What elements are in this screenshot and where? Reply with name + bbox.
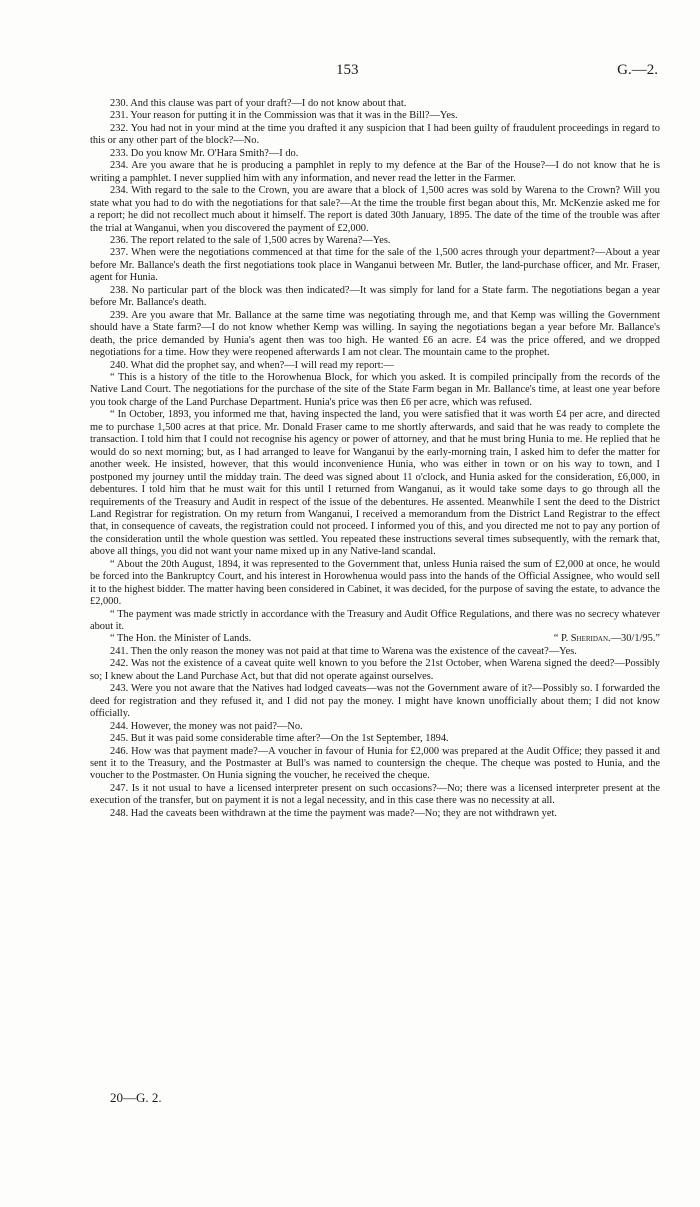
paragraph: 233. Do you know Mr. O'Hara Smith?—I do.	[110, 147, 299, 159]
paragraph: 241. Then the only reason the money was not paid at that time to Warena was the existence of the caveat?—Yes.	[110, 645, 577, 657]
paragraph: 231. Your reason for putting it in the Commission was that it was in the Bill?—Yes.	[110, 110, 458, 122]
paragraph: 239. Are you aware that Mr. Ballance at the same time was negotiating through me, and that Kemp was willing the Government should have a State farm?—I do not know whether Kemp was willing. In saying the negotiations began a year before Mr. Ballance's death, the price demanded by Hunia's agent then was too high. He wanted £6 an acre. £4 was the price offered, and we dropped negotiations for a time. How they were reopened afterwards I am not clear. The mountain came to the prophet.	[90, 309, 660, 359]
paragraph: 247. Is it not usual to have a licensed interpreter present on such occasions?—No; there was a licensed interpreter present at the execution of the transfer, but on payment it is not a legal necessity, and in this case there was no necessity at all.	[90, 782, 660, 807]
paragraph: 234. With regard to the sale to the Crown, you are aware that a block of 1,500 acres was sold by Warena to the Crown? Will you state what you had to do with the negotiations for that sale?—At the time the trouble first began about this, Mr. McKenzie asked me for a report; he did not recollect much about it himself. The report is dated 30th January, 1895. The date of the time of the trouble was after the trial at Wanganui, when you discovered the payment of £2,000.	[90, 185, 660, 234]
report-signoff	[90, 633, 660, 645]
paragraph: 237. When were the negotiations commenced at that time for the sale of the 1,500 acres through your department?—About a year before Mr. Ballance's death the first negotiations took place in Wanganui between Mr. Butler, the land-purchase officer, and Mr. Fraser, agent for Hunia.	[90, 247, 660, 284]
paragraph: 232. You had not in your mind at the time you drafted it any suspicion that I had been guilty of fraudulent proceedings in regard to this or any other part of the block?—No.	[90, 122, 660, 147]
page-header	[0, 62, 700, 82]
paragraph: 243. Were you not aware that the Natives had lodged caveats—was not the Government aware of it?—Possibly so. I forwarded the deed for registration and they refused it, and I did not pay the money. I might have known unofficially about them; I did not know officially.	[90, 683, 660, 720]
report-paragraph: “ This is a history of the title to the Horowhenua Block, for which you asked. It is compiled principally from the records of the Native Land Court. The negotiations for the purchase of the site of the State Farm began in Mr. Ballance's time, at least one year before you took charge of the Land Purchase Department. Hunia's price was then £6 per acre, which was refused.	[90, 371, 660, 408]
signature-open: “ P.	[553, 633, 571, 645]
signature-name: Sheridan	[570, 633, 609, 645]
report-paragraph: “ About the 20th August, 1894, it was represented to the Government that, unless Hunia raised the sum of £2,000 at once, he would be forced into the Bankruptcy Court, and his interest in Horowhenua would pass into the hands of the Official Assignee, who would sell it to the highest bidder. The matter having been considered in Cabinet, it was decided, for the purpose of saving the estate, to advance the £2,000.	[90, 558, 660, 608]
paragraph: 230. And this clause was part of your draft?—I do not know about that.	[110, 98, 407, 109]
report-paragraph: “ In October, 1893, you informed me that, having inspected the land, you were satisfied that it was worth £4 per acre, and directed me to purchase 1,500 acres at that price. Mr. Donald Fraser came to me shortly afterwards, and said that he was ready to complete the transaction. I told him that I could not recognise his agency or power of attorney, and that he must bring Hunia to me. He replied that he would do so next morning; but, as I had arranged to leave for Wanganui by the early-morning train, I asked him to defer the matter for another week. He insisted, however, that this would inconvenience Hunia, who was either in town or on his way to town, and I postponed my journey until the midday train. The deed was signed about 11 o'clock, and Hunia asked for the consideration, £6,000, in debentures. I told him that he must wait for this until I returned from Wanganui, as it would take some days to go through all the requirements of the Treasury and Audit in respect of the issue of the debentures. He assented. Meanwhile I sent the deed to the District Land Registrar for registration. On my return from Wanganui, I received a memorandum from the District Land Registrar to the effect that, in consequence of caveats, the registration could not proceed. I informed you of this, and you directed me not to pay any portion of the consideration until the whole question was settled. You repeated these instructions several times subsequently, with the remark that, above all things, you did not want your name mixed up in any Native-land scandal.	[90, 409, 660, 558]
signoff-signature	[554, 633, 660, 645]
paragraph: 240. What did the prophet say, and when?—I will read my report:—	[110, 359, 394, 371]
paragraph: 238. No particular part of the block was then indicated?—It was simply for land for a State farm. The negotiations began a year before Mr. Ballance's death.	[90, 284, 660, 309]
document-reference: G.—2.	[617, 62, 658, 78]
footer-signature-mark: 20—G. 2.	[110, 1090, 162, 1105]
signature-close: .—30/1/95.”	[608, 633, 660, 645]
body-text	[90, 98, 660, 820]
paragraph: 234. Are you aware that he is producing a pamphlet in reply to my defence at the Bar of the House?—I do not know that he is writing a pamphlet. I never supplied him with any information, and never read the letter in the Farmer.	[90, 160, 660, 184]
paragraph: 248. Had the caveats been withdrawn at the time the payment was made?—No; they are not withdrawn yet.	[110, 807, 557, 819]
paragraph: 242. Was not the existence of a caveat quite well known to you before the 21st October, when Warena signed the deed?—Possibly so; I knew about the Land Purchase Act, but that did not operate against ourselves.	[90, 658, 660, 682]
paragraph: 245. But it was paid some considerable time after?—On the 1st September, 1894.	[110, 733, 449, 745]
paragraph: 236. The report related to the sale of 1,500 acres by Warena?—Yes.	[110, 234, 391, 246]
signoff-addressee: “ The Hon. the Minister of Lands.	[110, 633, 252, 645]
page-number: 153	[336, 62, 359, 78]
paragraph: 246. How was that payment made?—A voucher in favour of Hunia for £2,000 was prepared at the Audit Office; they passed it and sent it to the Treasury, and the Postmaster at Bull's was named to countersign the cheque. The cheque was posted to Hunia, and the voucher to the Postmaster. On Hunia signing the voucher, he received the cheque.	[90, 745, 660, 782]
paragraph: 244. However, the money was not paid?—No.	[110, 720, 303, 732]
report-paragraph: “ The payment was made strictly in accordance with the Treasury and Audit Office Regulations, and there was no secrecy whatever about it.	[90, 608, 660, 633]
